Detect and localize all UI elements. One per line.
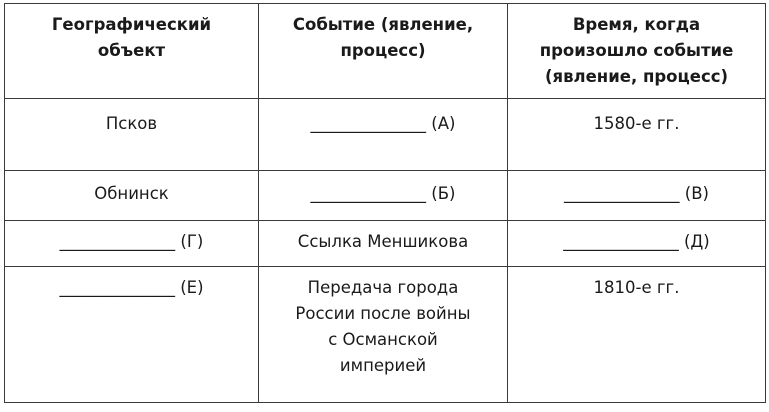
header-time — [508, 4, 766, 99]
header-label: Время, когда произошло событие (явление, процесс) — [539, 15, 734, 86]
cell-event — [259, 221, 508, 267]
cell-text: 1810-е гг. — [593, 278, 680, 297]
table-row — [5, 267, 766, 403]
cell-time — [508, 171, 766, 221]
cell-object — [5, 221, 259, 267]
cell-text: Обнинск — [94, 184, 169, 203]
cell-object — [5, 171, 259, 221]
table-row — [5, 99, 766, 171]
header-label: Событие (явление, процесс) — [292, 15, 474, 60]
blank-a: ______________ (А) — [310, 114, 456, 133]
cell-text: Передача города России после войны с Османской империей — [295, 278, 471, 375]
cell-object — [5, 99, 259, 171]
cell-event — [259, 171, 508, 221]
cell-text: Ссылка Меншикова — [297, 232, 469, 251]
cell-event — [259, 267, 508, 403]
cell-event — [259, 99, 508, 171]
blank-e: ______________ (Е) — [59, 278, 204, 297]
cell-time — [508, 267, 766, 403]
blank-v: ______________ (В) — [564, 184, 709, 203]
cell-time — [508, 99, 766, 171]
table-row — [5, 221, 766, 267]
header-event — [259, 4, 508, 99]
cell-text: 1580-е гг. — [593, 114, 680, 133]
blank-g: ______________ (Г) — [59, 232, 204, 251]
geography-events-table — [4, 3, 766, 403]
blank-d: ______________ (Д) — [563, 232, 710, 251]
header-label: Географический объект — [51, 15, 212, 60]
table-header-row — [5, 4, 766, 99]
cell-object — [5, 267, 259, 403]
cell-text: Псков — [105, 114, 158, 133]
header-geographic-object — [5, 4, 259, 99]
blank-b: ______________ (Б) — [310, 184, 456, 203]
cell-time — [508, 221, 766, 267]
table-row — [5, 171, 766, 221]
